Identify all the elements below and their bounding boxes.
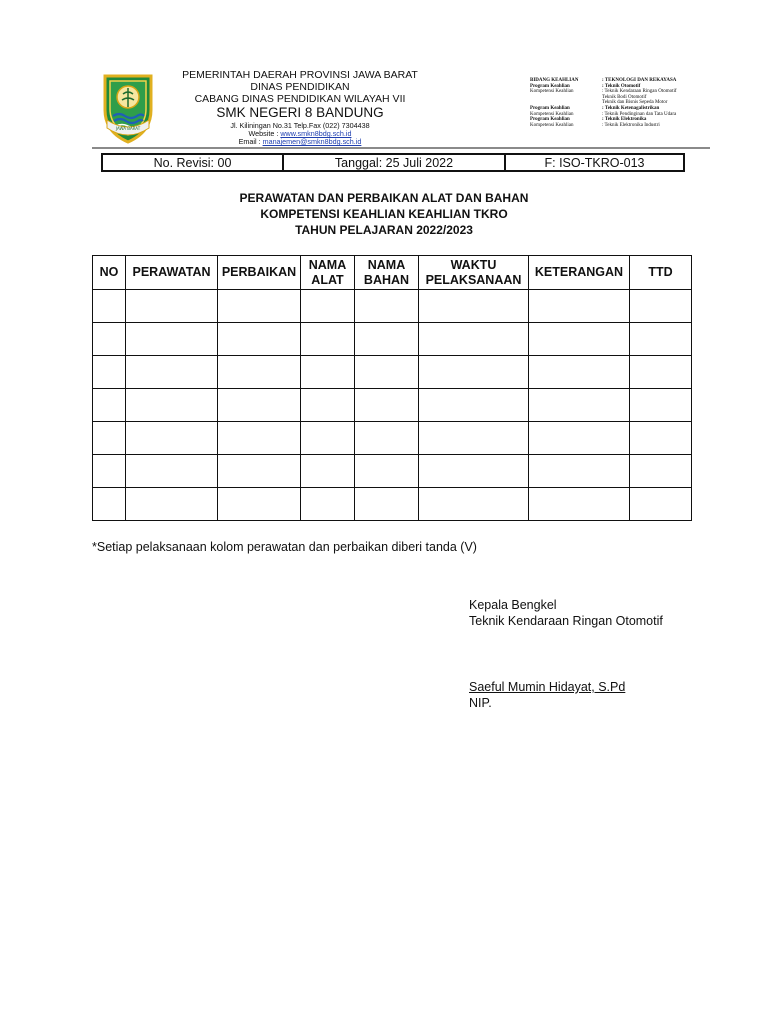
table-row bbox=[93, 389, 692, 422]
program-key: Kompetensi Keahlian bbox=[530, 89, 574, 95]
table-cell[interactable] bbox=[529, 422, 630, 455]
table-cell[interactable] bbox=[630, 422, 692, 455]
table-cell[interactable] bbox=[301, 356, 355, 389]
table-cell[interactable] bbox=[301, 422, 355, 455]
school-name: SMK NEGERI 8 BANDUNG bbox=[216, 105, 384, 120]
table-cell[interactable] bbox=[630, 323, 692, 356]
table-cell[interactable] bbox=[93, 422, 126, 455]
table-cell[interactable] bbox=[301, 488, 355, 521]
table-cell[interactable] bbox=[419, 488, 529, 521]
letterhead-divider bbox=[92, 147, 710, 149]
table-cell[interactable] bbox=[126, 488, 218, 521]
table-cell[interactable] bbox=[419, 323, 529, 356]
program-key: BIDANG KEAHLIAN bbox=[530, 78, 579, 83]
table-cell[interactable] bbox=[529, 290, 630, 323]
table-cell[interactable] bbox=[529, 323, 630, 356]
table-cell[interactable] bbox=[301, 455, 355, 488]
program-value: : Teknik Elektronika bbox=[602, 117, 647, 123]
table-row bbox=[93, 455, 692, 488]
table-cell[interactable] bbox=[218, 290, 301, 323]
column-header: TTD bbox=[630, 256, 692, 290]
agency-name: DINAS PENDIDIKAN bbox=[250, 81, 350, 93]
email-line bbox=[150, 138, 450, 145]
program-key: Program Keahlian bbox=[530, 105, 570, 111]
svg-text:JAWA BARAT: JAWA BARAT bbox=[115, 126, 141, 131]
revision-box bbox=[101, 153, 685, 172]
table-cell[interactable] bbox=[529, 455, 630, 488]
table-cell[interactable] bbox=[218, 488, 301, 521]
table-cell[interactable] bbox=[126, 356, 218, 389]
program-value: : TEKNOLOGI DAN REKAYASA bbox=[602, 78, 677, 83]
signatory-department: Teknik Kendaraan Ringan Otomotif bbox=[469, 614, 663, 628]
document-subtitle: KOMPETENSI KEAHLIAN KEAHLIAN TKRO bbox=[260, 207, 508, 221]
column-header: PERBAIKAN bbox=[218, 256, 301, 290]
table-cell[interactable] bbox=[419, 290, 529, 323]
table-cell[interactable] bbox=[419, 422, 529, 455]
table-cell[interactable] bbox=[355, 422, 419, 455]
table-row bbox=[93, 488, 692, 521]
table-cell[interactable] bbox=[218, 422, 301, 455]
table-cell[interactable] bbox=[218, 455, 301, 488]
table-header-row bbox=[93, 256, 692, 290]
column-header: NO bbox=[93, 256, 126, 290]
program-value: : Teknik Elektronika Industri bbox=[602, 122, 660, 128]
website-label: Website : bbox=[248, 129, 281, 138]
government-name: PEMERINTAH DAERAH PROVINSI JAWA BARAT bbox=[182, 69, 418, 81]
table-cell[interactable] bbox=[126, 323, 218, 356]
program-value: : Teknik Ketenagalistrikan bbox=[602, 105, 660, 111]
table-cell[interactable] bbox=[355, 455, 419, 488]
program-row bbox=[530, 123, 710, 129]
program-value: Teknik dan Bisnis Sepeda Motor bbox=[602, 100, 668, 106]
column-header: NAMA ALAT bbox=[301, 256, 355, 290]
column-header: KETERANGAN bbox=[529, 256, 630, 290]
table-cell[interactable] bbox=[218, 323, 301, 356]
program-value: : Teknik Pendinginan dan Tata Udara bbox=[602, 111, 677, 117]
table-cell[interactable] bbox=[93, 488, 126, 521]
table-cell[interactable] bbox=[218, 356, 301, 389]
table-row bbox=[93, 290, 692, 323]
revision-number: No. Revisi: 00 bbox=[103, 155, 284, 170]
table-cell[interactable] bbox=[218, 389, 301, 422]
table-cell[interactable] bbox=[630, 389, 692, 422]
program-key: Kompetensi Keahlian bbox=[530, 122, 574, 128]
table-cell[interactable] bbox=[93, 356, 126, 389]
table-cell[interactable] bbox=[355, 290, 419, 323]
table-row bbox=[93, 323, 692, 356]
document-title: PERAWATAN DAN PERBAIKAN ALAT DAN BAHAN bbox=[239, 191, 529, 205]
academic-year: TAHUN PELAJARAN 2022/2023 bbox=[295, 223, 473, 237]
program-key: Program Keahlian bbox=[530, 117, 570, 123]
table-cell[interactable] bbox=[126, 422, 218, 455]
table-cell[interactable] bbox=[355, 323, 419, 356]
table-cell[interactable] bbox=[355, 356, 419, 389]
table-cell[interactable] bbox=[529, 389, 630, 422]
table-cell[interactable] bbox=[419, 356, 529, 389]
table-cell[interactable] bbox=[529, 488, 630, 521]
table-row bbox=[93, 356, 692, 389]
table-cell[interactable] bbox=[355, 389, 419, 422]
revision-date: Tanggal: 25 Juli 2022 bbox=[284, 155, 506, 170]
table-cell[interactable] bbox=[126, 290, 218, 323]
table-cell[interactable] bbox=[126, 455, 218, 488]
column-header: PERAWATAN bbox=[126, 256, 218, 290]
program-key: Program Keahlian bbox=[530, 83, 570, 89]
table-cell[interactable] bbox=[630, 488, 692, 521]
school-address: Jl. Kiliningan No.31 Telp.Fax (022) 7304438 bbox=[230, 121, 370, 130]
column-header: WAKTU PELAKSANAAN bbox=[419, 256, 529, 290]
email-link[interactable]: manajemen@smkn8bdg.sch.id bbox=[262, 137, 362, 146]
table-cell[interactable] bbox=[630, 356, 692, 389]
table-cell[interactable] bbox=[419, 455, 529, 488]
table-cell[interactable] bbox=[93, 290, 126, 323]
branch-name: CABANG DINAS PENDIDIKAN WILAYAH VII bbox=[194, 93, 406, 105]
west-java-emblem-logo bbox=[101, 70, 155, 144]
maintenance-table bbox=[92, 255, 692, 521]
signatory-name: Saeful Mumin Hidayat, S.Pd bbox=[469, 680, 626, 694]
signatory-role: Kepala Bengkel bbox=[469, 598, 557, 612]
form-code: F: ISO-TKRO-013 bbox=[544, 155, 645, 170]
table-cell[interactable] bbox=[529, 356, 630, 389]
table-cell[interactable] bbox=[301, 290, 355, 323]
email-label: Email : bbox=[238, 137, 263, 146]
programs-list bbox=[530, 78, 710, 128]
table-cell[interactable] bbox=[126, 389, 218, 422]
table-cell[interactable] bbox=[630, 455, 692, 488]
instruction-note: *Setiap pelaksanaan kolom perawatan dan perbaikan diberi tanda (V) bbox=[92, 540, 477, 554]
column-header: NAMA BAHAN bbox=[355, 256, 419, 290]
table-cell[interactable] bbox=[301, 323, 355, 356]
program-value: : Teknik Kendaraan Ringan Otomotif bbox=[602, 89, 677, 95]
table-cell[interactable] bbox=[630, 290, 692, 323]
signatory-nip: NIP. bbox=[469, 696, 492, 710]
table-cell[interactable] bbox=[93, 323, 126, 356]
program-value: : Teknik Otomotif bbox=[602, 83, 641, 89]
table-cell[interactable] bbox=[93, 389, 126, 422]
program-key: Kompetensi Keahlian bbox=[530, 111, 574, 117]
table-cell[interactable] bbox=[355, 488, 419, 521]
table-cell[interactable] bbox=[301, 389, 355, 422]
program-value: Teknik Bodi Otomotif bbox=[602, 94, 647, 100]
table-row bbox=[93, 422, 692, 455]
table-cell[interactable] bbox=[419, 389, 529, 422]
website-link[interactable]: www.smkn8bdg.sch.id bbox=[280, 129, 352, 138]
table-cell[interactable] bbox=[93, 455, 126, 488]
